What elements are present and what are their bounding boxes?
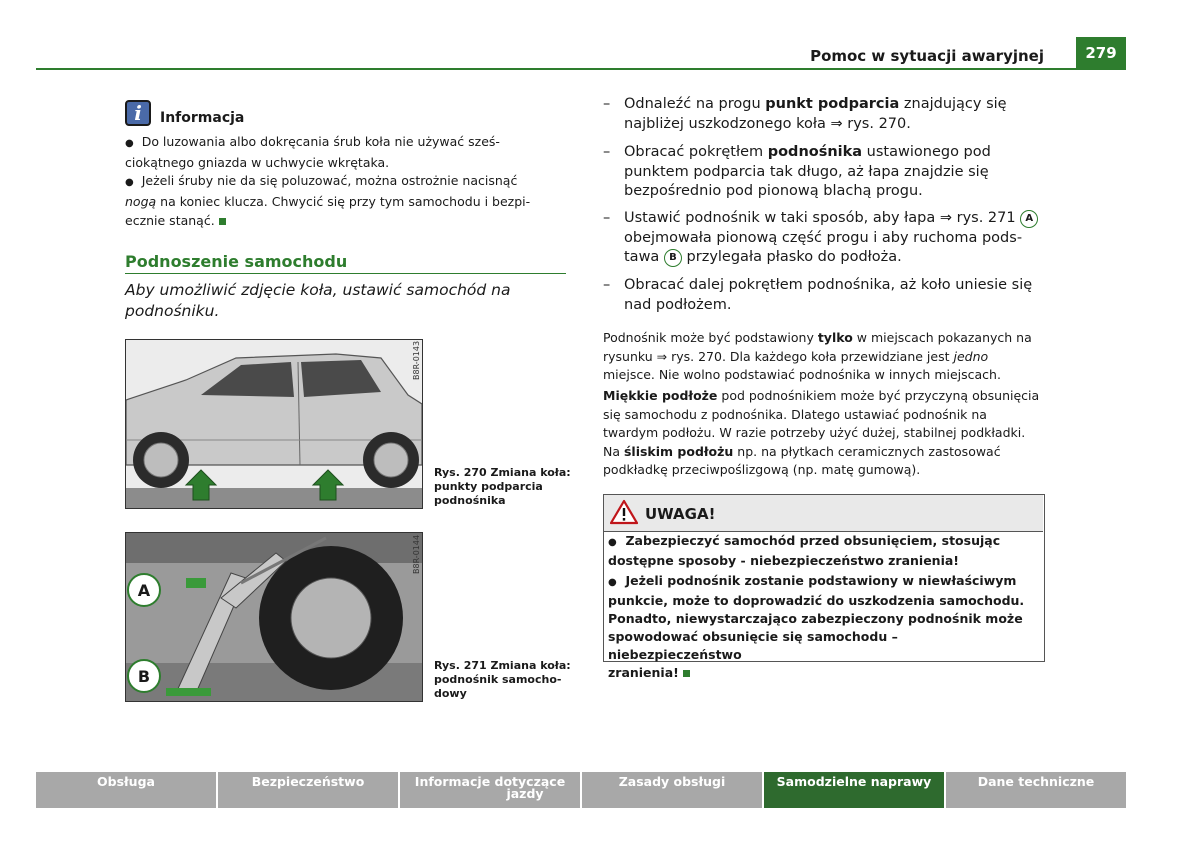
step-text: obejmowała pionową część progu i aby ruchoma pods- (624, 229, 1023, 246)
header-rule (36, 68, 1126, 70)
bullet-dot: ● (125, 177, 134, 188)
para-text: rysunku ⇒ rys. 270. Dla każdego koła przewidziane jest (603, 348, 954, 364)
nav-tab-zasady[interactable] (582, 772, 762, 808)
step-dash: – (603, 144, 611, 160)
para-text: się samochodu z podnośnika. Dlatego ustawiać podnośnik na (603, 406, 987, 422)
info-bullet-1 (125, 132, 565, 172)
caption-line: podnośnik samocho- (434, 673, 562, 686)
nav-label: Zasady obsługi (618, 774, 726, 789)
paragraph-1 (603, 329, 1045, 385)
para-bold: tylko (817, 330, 853, 345)
step-dash: – (603, 277, 611, 293)
step-bold: podnośnika (767, 144, 863, 160)
step-dash: – (603, 210, 611, 226)
nav-tab-informacje[interactable] (400, 772, 580, 808)
para-text: twardym podłożu. W razie potrzeby użyć dużej, stabilnej podkładki. (603, 425, 1026, 440)
para-text: podkładkę przeciwpoślizgową (np. matę gumową). (603, 462, 921, 477)
step-2 (603, 143, 1043, 202)
figure-label-a: A (127, 573, 161, 607)
figure-271-caption (434, 659, 574, 701)
bullet-dot: ● (608, 537, 617, 548)
nav-label: Obsługa (97, 774, 155, 789)
bullet-dot: ● (608, 577, 617, 588)
para-text: miejsce. Nie wolno podstawiać podnośnika w innych miejscach. (603, 367, 1001, 382)
caption-line: dowy (434, 687, 467, 700)
end-square-icon (219, 218, 226, 225)
info-heading: Informacja (160, 110, 245, 126)
para-text: Na (603, 443, 624, 459)
warning-text: Ponadto, niewystarczająco zabezpieczony podnośnik może (608, 611, 1023, 626)
para-bold: śliskim podłożu (623, 443, 734, 459)
bullet-dot: ● (125, 138, 134, 149)
label-a-circle: A (1020, 210, 1038, 228)
warning-text: punkcie, może to doprowadzić do uszkodzenia samochodu. (608, 593, 1025, 608)
label-b-circle: B (664, 249, 682, 267)
info-bullet-2-italic: nogą (125, 194, 157, 209)
figure-271 (125, 532, 423, 702)
info-icon: i (125, 100, 151, 126)
end-square-icon (683, 670, 690, 677)
nav-tab-dane[interactable] (946, 772, 1126, 808)
caption-line: Rys. 270 Zmiana koła: (434, 466, 571, 479)
step-dash: – (603, 96, 611, 112)
nav-label: Samodzielne naprawy (776, 774, 932, 789)
para-italic: jedno (953, 348, 989, 364)
info-bullet-2-line-3: ecznie stanąć. (125, 213, 215, 228)
step-text: ustawionego pod (862, 144, 991, 160)
chapter-nav (36, 772, 1126, 808)
figure-270 (125, 339, 423, 509)
nav-label: Informacje dotyczące (414, 774, 566, 789)
section-lead: Aby umożliwić zdjęcie koła, ustawić samochód na podnośniku. (125, 281, 511, 320)
para-text: np. na płytkach ceramicznych zastosować (733, 443, 1001, 459)
section-rule (125, 273, 566, 274)
nav-tab-samodzielne[interactable] (764, 772, 944, 808)
step-text: bezpośrednio pod pionową blachą progu. (624, 183, 923, 199)
warning-text: zranienia! (608, 665, 679, 680)
info-bullet-1-line-1: Do luzowania albo dokręcania śrub koła nie używać sześ- (141, 134, 500, 149)
step-text: przylegała płasko do podłoża. (681, 249, 902, 265)
section-title: Pomoc w sytuacji awaryjnej (810, 47, 1044, 65)
info-bullet-2-line-2: na koniec klucza. Chwycić się przy tym samochodu i bezpi- (156, 194, 531, 209)
step-text: Obracać dalej pokrętłem podnośnika, aż koło uniesie się (624, 277, 1033, 293)
figure-code: B8R-0144 (412, 534, 421, 574)
step-4 (603, 276, 1043, 315)
car-side-illustration (126, 340, 422, 508)
figure-code: B8R-0143 (412, 340, 421, 380)
info-bullet-1-line-2: ciokątnego gniazda w uchwycie wkrętaka. (125, 155, 390, 170)
nav-label: Dane techniczne (977, 774, 1095, 789)
jack-illustration (126, 533, 422, 701)
caption-line: podnośnika (434, 494, 506, 507)
nav-tab-obsluga[interactable] (36, 772, 216, 808)
step-text: Obracać pokrętłem (624, 144, 768, 160)
nav-label: jazdy (506, 786, 544, 801)
warning-text: Jeżeli podnośnik zostanie podstawiony w niewłaściwym (625, 573, 1017, 588)
para-text: pod podnośnikiem może być przyczyną obsunięcia (717, 388, 1040, 403)
step-text: Odnaleźć na progu (624, 96, 766, 112)
warning-text: spowodować obsunięcie się samochodu – niebezpieczeństwo (608, 629, 898, 662)
jack-claw-highlight (186, 578, 206, 588)
paragraph-2 (603, 387, 1045, 480)
warning-bullet-2 (608, 572, 1028, 682)
step-text: tawa (624, 249, 664, 265)
section-heading: Podnoszenie samochodu (125, 252, 348, 271)
step-text: punktem podparcia tak długo, aż łapa znajdzie się (624, 163, 989, 180)
figure-label-b: B (127, 659, 161, 693)
para-text: Podnośnik może być podstawiony (603, 330, 818, 345)
caption-line: punkty podparcia (434, 480, 543, 493)
page-number: 279 (1076, 37, 1126, 69)
para-bold: Miękkie podłoże (603, 388, 718, 403)
step-text: Ustawić podnośnik w taki sposób, aby łapa ⇒ rys. 271 (624, 210, 1021, 226)
step-3 (603, 209, 1043, 268)
step-text: znajdujący się (899, 96, 1007, 112)
step-text: najbliżej uszkodzonego koła ⇒ rys. 270. (624, 115, 911, 132)
step-1 (603, 95, 1043, 134)
caption-line: Rys. 271 Zmiana koła: (434, 659, 571, 672)
nav-tab-bezpieczenstwo[interactable] (218, 772, 398, 808)
step-text: nad podłożem. (624, 296, 732, 313)
warning-text: Zabezpieczyć samochód przed obsunięciem, stosując (625, 533, 1001, 548)
warning-text: dostępne sposoby - niebezpieczeństwo zranienia! (608, 553, 959, 568)
warning-title: UWAGA! (645, 505, 716, 523)
warning-bullet-1 (608, 532, 1028, 570)
step-bold: punkt podparcia (765, 96, 900, 112)
info-bullet-2-line-1: Jeżeli śruby nie da się poluzować, można ostrożnie nacisnąć (141, 173, 518, 188)
nav-label: Bezpieczeństwo (251, 774, 365, 789)
figure-270-caption (434, 466, 574, 508)
jack-base-highlight (166, 688, 211, 696)
info-bullet-2 (125, 171, 565, 230)
warning-triangle-icon (610, 499, 638, 525)
para-text: w miejscach pokazanych na (852, 330, 1032, 345)
